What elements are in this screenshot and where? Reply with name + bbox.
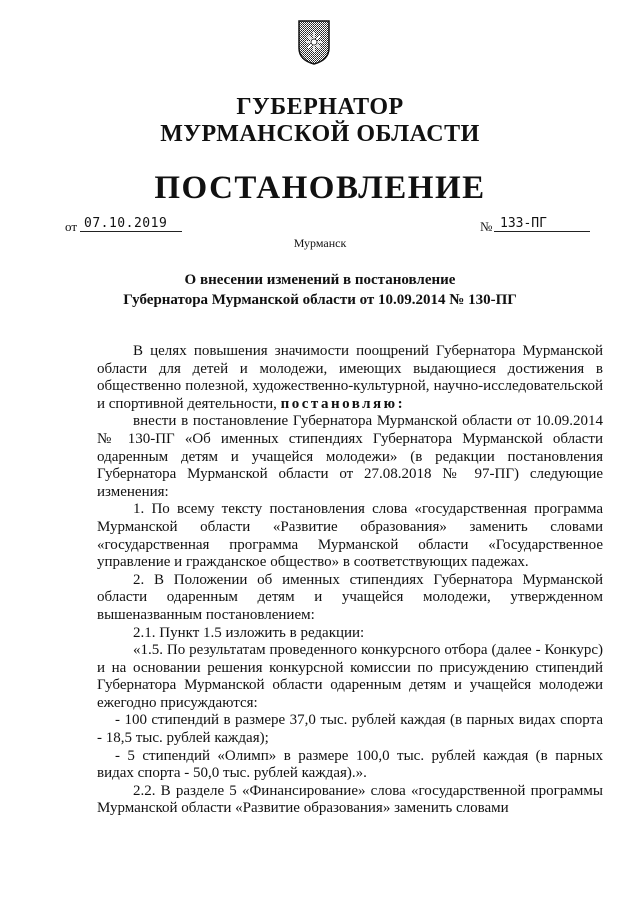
subject-line1: О внесении изменений в постановление	[184, 272, 456, 288]
preamble-text: В целях повышения значимости поощрений Губернатора Мурманской области для детей и молодежи, имеющих выдающиеся достижения в общественно полезной, художественно-культурной, научно-исследовательской и спортивной деятельности,	[97, 343, 603, 412]
paragraph-item-2-1: 2.1. Пункт 1.5 изложить в редакции:	[133, 624, 365, 641]
document-type: ПОСТАНОВЛЕНИЕ	[154, 170, 486, 206]
document-body	[97, 343, 603, 818]
authority-title-line1: ГУБЕРНАТОР	[236, 94, 404, 120]
coat-of-arms-icon	[297, 18, 331, 66]
paragraph-quote-1-5: «1.5. По результатам проведенного конкурсного отбора (далее - Конкурс) и на основании решения конкурсной комиссии по присуждению стипендий Губернатора Мурманской области одаренным детям и учащейся молодежи ежегодно присуждаются:	[97, 642, 603, 711]
paragraph-item-2-2: 2.2. В разделе 5 «Финансирование» слова «государственной программы Мурманской области «Развитие образования» заменить словами	[97, 782, 603, 817]
document-number: 133-ПГ	[494, 216, 590, 232]
decree-word: постановляю:	[280, 395, 406, 412]
paragraph-preamble	[97, 343, 603, 413]
number-prefix: №	[480, 219, 493, 234]
paragraph-item-1: 1. По всему тексту постановления слова «государственная программа Мурманской области «Развитие образования» заменить словами «государственная программа Мурманской области «Государственное управление и гражданское общество» в соответствующих падежах.	[97, 501, 603, 571]
paragraph-bullet-1: - 100 стипендий в размере 37,0 тыс. рублей каждая (в парных видах спорта - 18,5 тыс. рублей каждая);	[97, 712, 603, 747]
paragraph-bullet-2: - 5 стипендий «Олимп» в размере 100,0 тыс. рублей каждая (в парных видах спорта - 50,0 тыс. рублей каждая).».	[97, 747, 603, 782]
document-date: 07.10.2019	[80, 216, 182, 232]
paragraph-item-2: 2. В Положении об именных стипендиях Губернатора Мурманской области одаренным детям и учащейся молодежи, утвержденном вышеназванным постановлением:	[97, 571, 603, 623]
city: Мурманск	[293, 236, 347, 250]
authority-title-line2: МУРМАНСКОЙ ОБЛАСТИ	[160, 121, 480, 147]
date-prefix: от	[65, 219, 78, 234]
subject-line2: Губернатора Мурманской области от 10.09.2014 № 130-ПГ	[123, 292, 517, 308]
paragraph-intro: внести в постановление Губернатора Мурманской области от 10.09.2014 № 130-ПГ «Об именных стипендиях Губернатора Мурманской области одаренным детям и учащейся молодежи» (в редакции постановления Губернатора Мурманской области от 27.08.2018 № 97-ПГ) следующие изменения:	[97, 413, 603, 500]
document-subject	[60, 270, 580, 310]
